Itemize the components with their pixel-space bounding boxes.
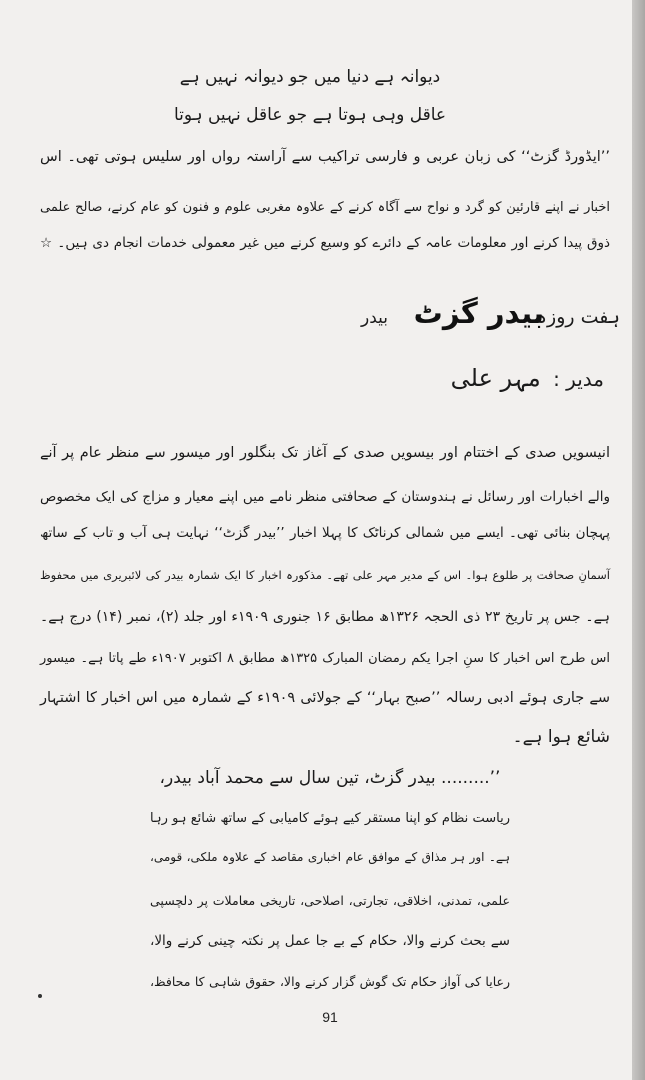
intro-line-3: ذوق پیدا کرنے اور معلومات عامہ کے دائرے کو وسیع کرنے میں غیر معمولی خدمات انجام دی ہیں۔ ☆ (40, 235, 610, 251)
body-line-6: اس طرح اس اخبار کا سنِ اجرا یکم رمضان المبارک ۱۳۲۵ھ مطابق ۸ اکتوبر ۱۹۰۷ء طے پاتا ہے۔ میسور (40, 651, 611, 666)
body-line-7: سے جاری ہوئے ادبی رسالہ ’’صبح بہار‘‘ کے جولائی ۱۹۰۹ء کے شمارہ میں اس اخبار کا اشتہار (40, 690, 611, 706)
margin-dot (38, 994, 42, 998)
body-line-1: انیسویں صدی کے اختتام اور بیسویں صدی کے آغاز تک بنگلور اور میسور سے منظر عام پر آنے (40, 445, 610, 461)
body-line-8: شائع ہوا ہے۔ (512, 727, 610, 747)
page-edge-shadow (632, 0, 645, 1080)
quote-line-3: ہے۔ اور ہر مذاق کے موافق عام اخباری مقاصد کے علاوہ ملکی، قومی، (150, 850, 510, 864)
body-line-3: پہچان بنائی تھی۔ ایسے میں شمالی کرناٹک کا پہلا اخبار ’’بیدر گزٹ‘‘ نہایت ہی آب و تاب کے ساتھ (40, 525, 610, 541)
intro-line-2: اخبار نے اپنے قارئین کو گرد و نواح سے آگاہ کرنے کے علاوہ مغربی علوم و فنون کو عام کرنے، صالح علمی (40, 200, 610, 215)
quote-line-6: رعایا کی آواز حکام تک گوش گزار کرنے والا، حقوق شاہی کا محافظ، (150, 974, 510, 989)
quote-line-4: علمی، تمدنی، اخلاقی، تجارتی، اصلاحی، تاریخی معاملات پر دلچسپی (150, 893, 510, 908)
quote-line-2: ریاست نظام کو اپنا مستقر کیے ہوئے کامیابی کے ساتھ شائع ہو رہا (150, 811, 510, 826)
body-line-4: آسمانِ صحافت پر طلوع ہوا۔ اس کے مدیر مہر علی تھے۔ مذکورہ اخبار کا ایک شمارہ بیدر کی لائبریری میں محفوظ (40, 568, 610, 582)
verse-line-1: دیوانہ ہے دنیا میں جو دیوانہ نہیں ہے (179, 67, 441, 87)
editor-line (360, 364, 604, 392)
page-number: 91 (322, 1009, 338, 1025)
body-line-5: ہے۔ جس پر تاریخ ۲۳ ذی الحجہ ۱۳۲۶ھ مطابق ۱۶ جنوری ۱۹۰۹ء اور جلد (۲)، نمبر (۱۴) درج ہے۔ (40, 609, 610, 625)
quote-line-1: ’’......... بیدر گزٹ، تین سال سے محمد آباد بیدر، (159, 768, 501, 788)
body-line-2: والے اخبارات اور رسائل نے ہندوستان کے صحافتی منظر نامے میں اپنے معیار و مزاج کی ایک مخصوص (40, 489, 610, 505)
editor-label: مدیر : (553, 367, 604, 391)
title-name: بیدر گزٹ (413, 296, 544, 330)
quote-line-5: سے بحث کرنے والا، حکام کے بے جا عمل پر نکتہ چینی کرنے والا، (150, 933, 510, 949)
editor-name: مہر علی (450, 364, 541, 392)
title-weekly: ہفت روزہ (535, 306, 620, 328)
title-city: بیدر (361, 308, 388, 328)
newspaper-title (300, 296, 620, 346)
intro-line-1: ’’ایڈورڈ گزٹ‘‘ کی زبان عربی و فارسی تراکیب سے آراستہ رواں اور سلیس ہوتی تھی۔ اس (40, 149, 610, 165)
verse-line-2: عاقل وہی ہوتا ہے جو عاقل نہیں ہوتا (173, 105, 447, 125)
